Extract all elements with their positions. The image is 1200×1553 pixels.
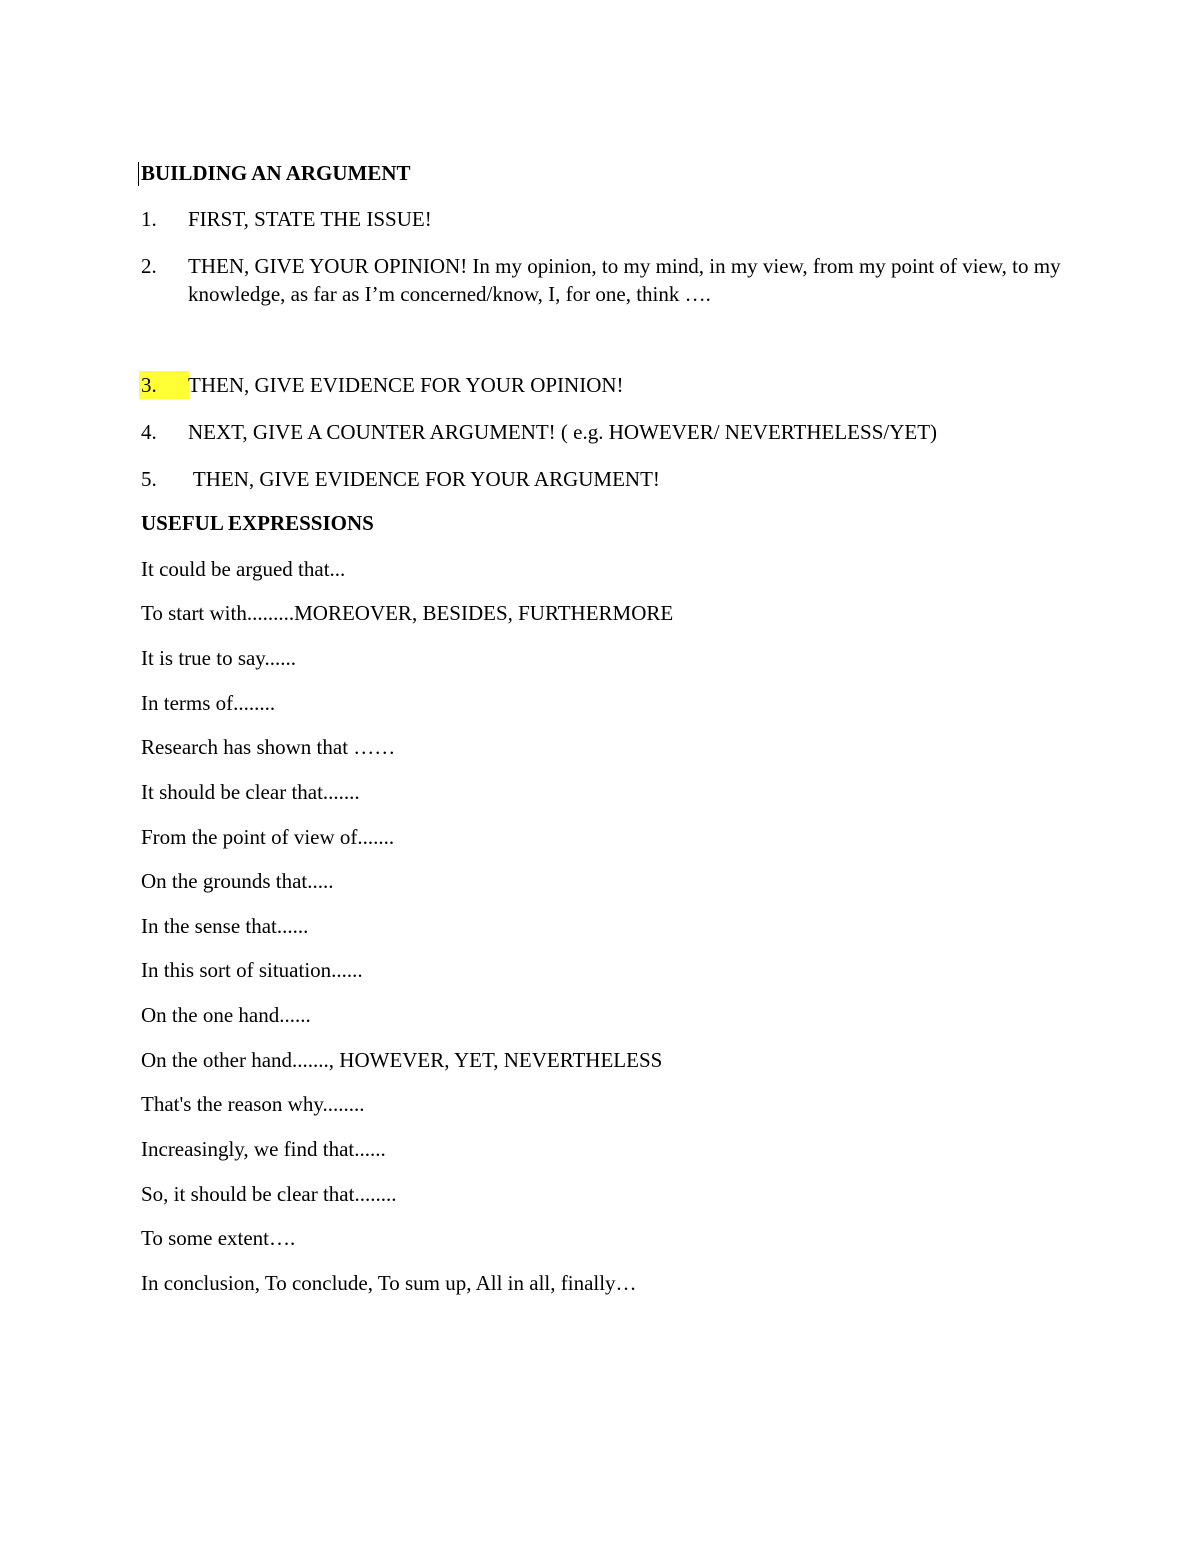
expression-item: Increasingly, we find that...... (141, 1137, 386, 1161)
step-4-number: 4. (141, 420, 157, 444)
expression-item: In terms of........ (141, 691, 276, 715)
step-1-number: 1. (141, 207, 157, 231)
step-3-text: THEN, GIVE EVIDENCE FOR YOUR OPINION! (188, 373, 624, 397)
step-5-text: THEN, GIVE EVIDENCE FOR YOUR ARGUMENT! (188, 467, 660, 491)
expression-item: In this sort of situation...... (141, 958, 363, 982)
expression-item: To some extent…. (141, 1226, 296, 1250)
expression-item: On the grounds that..... (141, 869, 334, 893)
expression-item: To start with.........MOREOVER, BESIDES, FURTHERMORE (141, 601, 674, 625)
expression-item: It is true to say...... (141, 646, 296, 670)
step-1-text: FIRST, STATE THE ISSUE! (188, 207, 432, 231)
expression-item: Research has shown that …… (141, 735, 396, 759)
expression-item: On the one hand...... (141, 1003, 311, 1027)
expression-item: In the sense that...... (141, 914, 309, 938)
expression-item: It should be clear that....... (141, 780, 360, 804)
step-2-text: THEN, GIVE YOUR OPINION! In my opinion, to my mind, in my view, from my point of view, to my knowledge, as far as I’m concerned/know, I, for one, think …. (188, 254, 1061, 306)
expression-item: So, it should be clear that........ (141, 1182, 397, 1206)
expressions-heading: USEFUL EXPRESSIONS (141, 511, 374, 535)
step-4-text: NEXT, GIVE A COUNTER ARGUMENT! ( e.g. HOWEVER/ NEVERTHELESS/YET) (188, 420, 938, 444)
document-title: BUILDING AN ARGUMENT (141, 161, 411, 185)
expression-item: On the other hand......., HOWEVER, YET, NEVERTHELESS (141, 1048, 663, 1072)
step-3-number: 3. (139, 371, 189, 399)
expression-item: That's the reason why........ (141, 1092, 365, 1116)
step-2-number: 2. (141, 254, 157, 278)
expression-item: From the point of view of....... (141, 825, 395, 849)
step-5-number: 5. (141, 467, 157, 491)
text-cursor (138, 162, 139, 186)
expression-item: In conclusion, To conclude, To sum up, All in all, finally… (141, 1271, 637, 1295)
expression-item: It could be argued that... (141, 557, 346, 581)
